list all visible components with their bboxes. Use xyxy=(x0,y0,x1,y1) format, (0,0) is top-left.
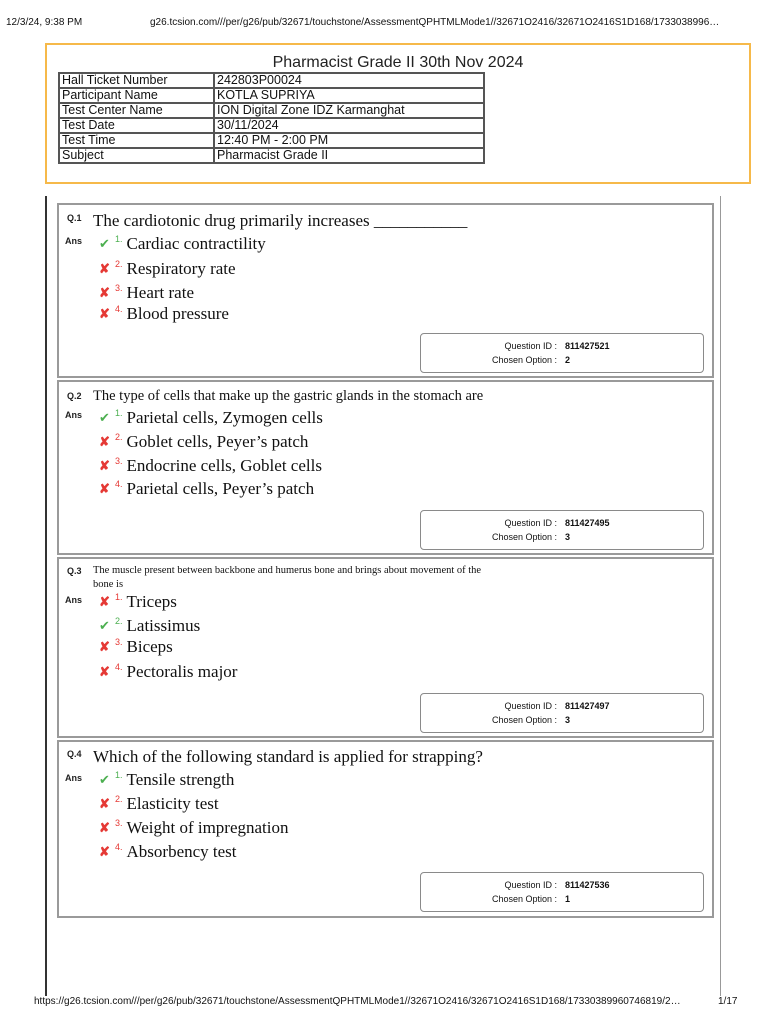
info-label: Test Center Name xyxy=(59,103,214,118)
question-card xyxy=(57,557,714,738)
question-meta-box xyxy=(420,333,704,373)
question-number: Q.3 xyxy=(67,566,82,576)
option-mark-icon: ✘ xyxy=(99,261,110,276)
question-number: Q.4 xyxy=(67,749,82,759)
option xyxy=(99,616,200,638)
option-text: Elasticity test xyxy=(126,794,219,813)
info-value: KOTLA SUPRIYA xyxy=(214,88,484,103)
question-card xyxy=(57,203,714,378)
option xyxy=(99,456,322,478)
option-text: Weight of impregnation xyxy=(126,818,289,837)
chosen-option-label: Chosen Option : xyxy=(491,532,557,542)
option-text: Tensile strength xyxy=(126,770,235,789)
info-row xyxy=(59,148,484,163)
info-label: Participant Name xyxy=(59,88,214,103)
option-number: 2. xyxy=(115,616,123,626)
option xyxy=(99,842,237,864)
option-number: 1. xyxy=(115,770,123,780)
option-mark-icon: ✔ xyxy=(99,236,110,251)
exam-info-box xyxy=(45,43,751,184)
option xyxy=(99,592,177,614)
question-meta-box xyxy=(420,872,704,912)
option-number: 3. xyxy=(115,456,123,466)
option xyxy=(99,770,234,792)
option-text: Cardiac contractility xyxy=(126,234,266,253)
option xyxy=(99,259,236,281)
option xyxy=(99,794,219,816)
info-value: 12:40 PM - 2:00 PM xyxy=(214,133,484,148)
option-number: 4. xyxy=(115,304,123,314)
question-id-label: Question ID : xyxy=(504,880,557,890)
question-text: The type of cells that make up the gastric glands in the stomach are xyxy=(93,388,484,404)
option-text: Goblet cells, Peyer’s patch xyxy=(126,432,309,451)
ans-label: Ans xyxy=(65,236,83,246)
option xyxy=(99,662,237,684)
option-mark-icon: ✔ xyxy=(99,618,110,633)
option-mark-icon: ✘ xyxy=(99,844,110,859)
option-text: Latissimus xyxy=(126,616,201,635)
option xyxy=(99,234,266,256)
option-number: 4. xyxy=(115,662,123,672)
footer-url: https://g26.tcsion.com///per/g26/pub/32671/touchstone/AssessmentQPHTMLMode1//32671O2416/32671O2416S1D168/17330389960746819/2… xyxy=(34,996,681,1007)
exam-title: Pharmacist Grade II 30th Nov 2024 xyxy=(272,54,524,71)
option-number: 1. xyxy=(115,408,123,418)
ans-label: Ans xyxy=(65,410,83,420)
question-text-line1: The muscle present between backbone and humerus bone and brings about movement of the xyxy=(93,565,482,576)
info-label: Subject xyxy=(59,148,214,163)
question-id-label: Question ID : xyxy=(504,518,557,528)
option-number: 4. xyxy=(115,479,123,489)
info-label: Test Time xyxy=(59,133,214,148)
chosen-option-value: 3 xyxy=(565,715,571,725)
question-card xyxy=(57,740,714,918)
question-id-label: Question ID : xyxy=(504,701,557,711)
option-mark-icon: ✔ xyxy=(99,772,110,787)
chosen-option-label: Chosen Option : xyxy=(491,715,557,725)
question-id-label: Question ID : xyxy=(504,341,557,351)
chosen-option-label: Chosen Option : xyxy=(491,355,557,365)
option-number: 2. xyxy=(115,259,123,269)
info-row xyxy=(59,118,484,133)
question-number: Q.1 xyxy=(67,213,82,223)
option xyxy=(99,432,308,454)
ans-label: Ans xyxy=(65,595,83,605)
question-text: The cardiotonic drug primarily increases ___________ xyxy=(93,211,468,230)
page-border-right xyxy=(720,196,721,996)
info-value: 242803P00024 xyxy=(214,73,484,88)
option-mark-icon: ✘ xyxy=(99,434,110,449)
option-mark-icon: ✘ xyxy=(99,594,110,609)
option-mark-icon: ✘ xyxy=(99,481,110,496)
info-label: Hall Ticket Number xyxy=(59,73,214,88)
question-id-value: 811427497 xyxy=(565,701,610,711)
option-mark-icon: ✘ xyxy=(99,664,110,679)
option-text: Heart rate xyxy=(126,283,194,302)
question-meta-box xyxy=(420,693,704,733)
info-row xyxy=(59,88,484,103)
chosen-option-value: 1 xyxy=(565,894,571,904)
option xyxy=(99,637,173,659)
option-number: 3. xyxy=(115,637,123,647)
option-mark-icon: ✘ xyxy=(99,820,110,835)
option-mark-icon: ✘ xyxy=(99,796,110,811)
option-number: 1. xyxy=(115,592,123,602)
option-text: Absorbency test xyxy=(126,842,237,861)
option-number: 1. xyxy=(115,234,123,244)
option-text: Pectoralis major xyxy=(126,662,238,681)
question-number: Q.2 xyxy=(67,391,82,401)
question-text: Which of the following standard is applied for strapping? xyxy=(93,747,483,766)
ans-label: Ans xyxy=(65,773,83,783)
option-text: Parietal cells, Peyer’s patch xyxy=(126,479,315,498)
option-text: Triceps xyxy=(126,592,177,611)
option-number: 3. xyxy=(115,283,123,293)
option-number: 4. xyxy=(115,842,123,852)
print-url: g26.tcsion.com///per/g26/pub/32671/touchstone/AssessmentQPHTMLMode1//32671O2416/32671O2416S1D168/1733038996… xyxy=(150,17,720,28)
option-mark-icon: ✔ xyxy=(99,410,110,425)
info-row xyxy=(59,103,484,118)
candidate-info-table xyxy=(58,72,485,164)
print-datetime: 12/3/24, 9:38 PM xyxy=(6,17,83,28)
option-mark-icon: ✘ xyxy=(99,639,110,654)
question-card xyxy=(57,380,714,555)
page-border-left xyxy=(45,196,47,996)
question-text-line2: bone is xyxy=(93,579,124,590)
question-meta-box xyxy=(420,510,704,550)
option-number: 3. xyxy=(115,818,123,828)
option-mark-icon: ✘ xyxy=(99,458,110,473)
option xyxy=(99,479,314,501)
option-text: Biceps xyxy=(126,637,173,656)
option xyxy=(99,283,194,305)
option-number: 2. xyxy=(115,794,123,804)
option-text: Endocrine cells, Goblet cells xyxy=(126,456,322,475)
info-label: Test Date xyxy=(59,118,214,133)
option xyxy=(99,408,323,430)
info-value: ION Digital Zone IDZ Karmanghat xyxy=(214,103,484,118)
info-row xyxy=(59,73,484,88)
option-text: Parietal cells, Zymogen cells xyxy=(126,408,323,427)
option-number: 2. xyxy=(115,432,123,442)
chosen-option-value: 2 xyxy=(565,355,571,365)
info-row xyxy=(59,133,484,148)
question-id-value: 811427536 xyxy=(565,880,610,890)
option-mark-icon: ✘ xyxy=(99,306,110,321)
info-value: Pharmacist Grade II xyxy=(214,148,484,163)
option-text: Respiratory rate xyxy=(126,259,236,278)
chosen-option-value: 3 xyxy=(565,532,571,542)
question-id-value: 811427495 xyxy=(565,518,610,528)
option-mark-icon: ✘ xyxy=(99,285,110,300)
print-header xyxy=(0,0,768,34)
chosen-option-label: Chosen Option : xyxy=(491,894,557,904)
question-id-value: 811427521 xyxy=(565,341,610,351)
option-text: Blood pressure xyxy=(126,304,229,323)
info-value: 30/11/2024 xyxy=(214,118,484,133)
option xyxy=(99,304,229,326)
page-number: 1/17 xyxy=(718,996,738,1007)
option xyxy=(99,818,289,840)
